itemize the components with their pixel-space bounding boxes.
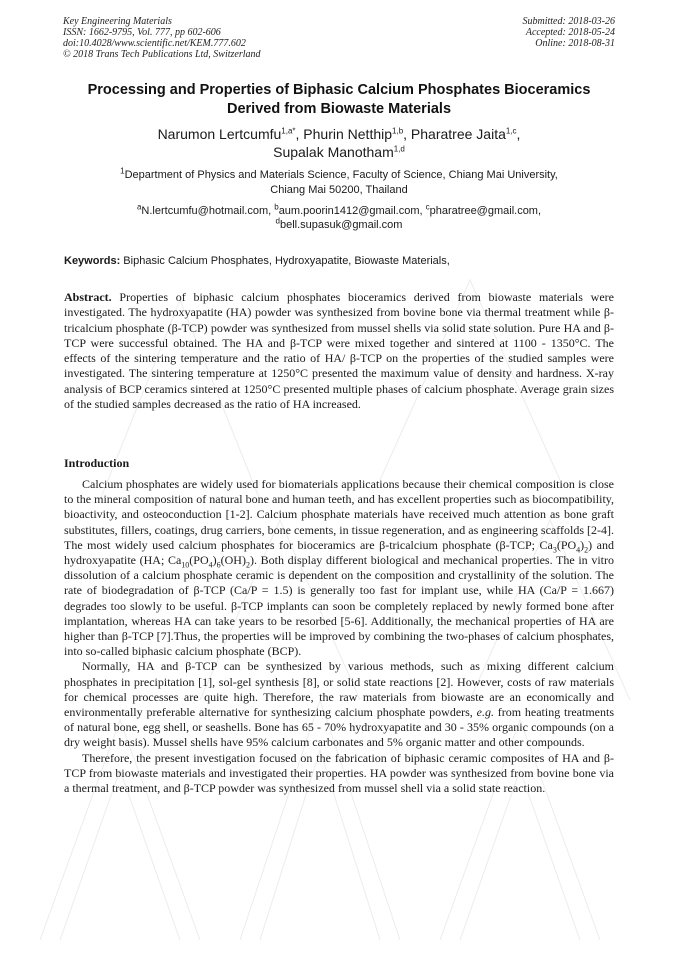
email-link[interactable]: aum.poorin1412@gmail.com, [278,205,426,217]
abstract [64,290,614,412]
subscript: 4 [576,545,581,555]
journal-info [63,16,261,60]
paragraph-text: Calcium phosphates are widely used for biomaterials applications because their chemical composition is close to the mineral composition of natural bone and human teeth, and has excellent properties such as biocompatibility, bioactivity, and osteoconduction [1-2]. Calcium phosphate materials have received much attention as bone graft substitutes, fillers, coatings, drug carriers, bone cements, in tissue regeneration, and as engineering scaffolds [2-4]. The most widely used calcium phosphates for bioceramics are β-tricalcium phosphate (β-TCP; Ca [64,477,614,552]
email-link[interactable]: pharatree@gmail.com, [429,205,542,217]
section-heading-introduction: Introduction [64,456,130,470]
paragraph: Therefore, the present investigation focused on the fabrication of biphasic ceramic composites of HA and β-TCP from biowaste materials and investigated their properties. HA powder was synthesized from bovine bone via a thermal treatment, and β-TCP powder was synthesized from mussel shell via a solid state reaction. [64,750,614,796]
author-emails [70,204,608,232]
paragraph-text: (OH) [220,553,246,568]
author-name: Supalak Manotham [273,144,394,160]
title-line-1: Processing and Properties of Biphasic Calcium Phosphates Bioceramics [87,82,591,98]
journal-issn: ISSN: 1662-9795, Vol. 777, pp 602-606 [63,27,221,38]
author-separator: , [403,126,411,142]
email-mark: c [425,202,430,212]
email-link[interactable]: N.lertcumfu@hotmail.com, [141,205,275,217]
paragraph-text: ). Both display different biological and mechanical properties. The in vitro dissolution of a calcium phosphate ceramic is dependent on the composition and crystallinity of the solution. The rate of biodegradation of β-TCP (Ca/P = 1.5) is generally too fast for implant use, while HA (Ca/P = 1.667) degrades too slowly to be useful. β-TCP implants can soon be completely replaced by newly formed bone after implantation, whereas HA can take years to be resorbed [5-6]. Additionally, the mechanical properties of HA are higher than β-TCP [7].Thus, the properties will be improved by combining the two-phases of calcium phosphates, into so-called biphasic calcium phosphate (BCP). [64,553,615,659]
email-mark: b [274,202,279,212]
email-link[interactable]: bell.supasuk@gmail.com [280,219,403,231]
keywords-text: Biphasic Calcium Phosphates, Hydroxyapatite, Biowaste Materials, [120,255,450,267]
paragraph-text: from heating treatments of natural bone, egg shell, or seashells. Bone has 65 - 70% hydroxyapatite and 30 - 35% organic compounds (on a dry weight basis). Mussel shells have 95% calcium carbonates and 5% organic matter and other compounds. [64,705,614,750]
author-affiliation-mark: 1,a* [281,126,296,136]
email-mark: d [275,216,280,226]
author-affiliation-mark: 1,b [392,126,404,136]
keywords-label: Keywords: [64,255,121,267]
subscript: 2 [584,545,589,555]
paragraph-text: Normally, HA and β-TCP can be synthesized by various methods, such as mixing different calcium phosphates in precipitation [1], sol-gel synthesis [8], or solid state reactions [2]. However, costs of raw materials for chemical processes are quite high. Therefore, the raw materials from biowaste are an economically and environmentally preferable alternative for synthesizing calcium phosphate powders, [64,659,614,720]
affiliation-line-1: Department of Physics and Materials Science, Faculty of Science, Chiang Mai University, [124,169,558,181]
affiliation-mark: 1 [120,166,125,176]
paragraph [64,477,614,659]
author-name: Pharatree Jaita [410,126,506,142]
subscript: 3 [552,545,557,555]
paragraph-text: ) and hydroxyapatite (HA; Ca [64,537,615,568]
affiliation-line-2: Chiang Mai 50200, Thailand [270,183,408,196]
journal-doi: doi:10.4028/www.scientific.net/KEM.777.602 [63,38,246,49]
author-name: Phurin Netthip [303,126,393,142]
author-name: Narumon Lertcumfu [157,126,282,142]
subscript: 10 [181,560,190,570]
title-line-2: Derived from Biowaste Materials [226,101,452,117]
publication-dates [523,16,616,49]
paragraph-text: (PO [556,537,577,552]
online-date: Online: 2018-08-31 [535,38,615,49]
author-list [60,125,618,161]
paper-title [50,81,628,119]
keywords [64,254,614,268]
paragraph-text: ) [212,553,217,568]
author-separator: , [516,126,521,142]
journal-copyright: © 2018 Trans Tech Publications Ltd, Switzerland [63,49,261,60]
abstract-label: Abstract. [64,290,112,304]
accepted-date: Accepted: 2018-05-24 [525,27,615,38]
paragraph-text: (PO [189,553,209,568]
journal-name: Key Engineering Materials [63,16,172,27]
abstract-text: Properties of biphasic calcium phosphates bioceramics derived from biowaste materials were investigated. The hydroxyapatite (HA) powder was synthesized from bovine bone via thermal treatment while β-tricalcium phosphate (β-TCP) powder was synthesized from mussel shells via solid state solution. Pure HA and β-TCP were successful obtained. The HA and β-TCP were mixed together and sintered at 1100 - 1350°C. The effects of the sintering temperature and the ratio of HA/ β-TCP on the properties of the studied samples were investigated. The sintering temperature at 1250°C presented the maximum value of density and hardness. X-ray analysis of BCP ceramics sintered at 1250°C presented multiple phases of calcium phosphate. Average grain sizes of the studied samples decreased as the ratio of HA increased. [64,290,614,412]
subscript: 2 [245,560,250,570]
email-mark: a [136,202,142,212]
author-affiliation-mark: 1,d [393,144,405,154]
paragraph [64,659,614,750]
subscript: 4 [208,560,213,570]
affiliation [70,168,608,197]
author-separator: , [295,126,304,142]
introduction-body [64,477,614,796]
subscript: 6 [216,560,221,570]
author-affiliation-mark: 1,c [505,126,517,136]
submitted-date: Submitted: 2018-03-26 [522,16,615,27]
paragraph-text: ) [580,537,585,552]
italic-text: e.g. [476,705,494,720]
